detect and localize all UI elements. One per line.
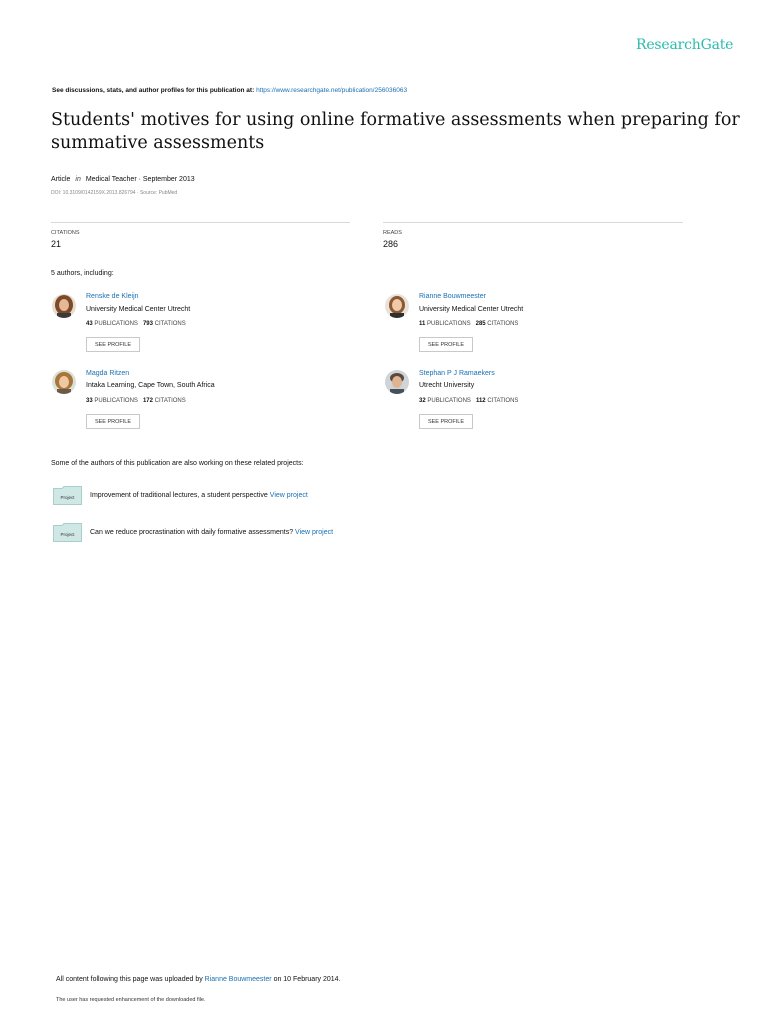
citations-label: CITATIONS [154,321,186,327]
see-profile-button[interactable]: SEE PROFILE [419,337,473,352]
citations-count: 172 [142,398,153,404]
view-project-link[interactable]: View project [295,529,334,536]
author-institution: University Medical Center Utrecht [86,306,191,313]
reads-label: READS [383,230,402,236]
author-stats [86,321,186,327]
reads-value: 286 [383,239,399,249]
project-folder-icon [53,486,82,505]
discussion-text: See discussions, stats, and author profiles for this publication at: [52,87,255,94]
avatar[interactable] [52,370,76,394]
project-row [90,529,333,536]
author-institution: Utrecht University [419,382,475,389]
author-name-link[interactable]: Stephan P J Ramaekers [419,370,495,377]
project-title: Can we reduce procrastination with daily formative assessments? [90,529,294,536]
project-icon-label: Project [60,532,75,537]
avatar[interactable] [385,370,409,394]
researchgate-logo[interactable]: ResearchGate [636,37,734,53]
publications-label: PUBLICATIONS [427,321,471,327]
view-project-link[interactable]: View project [269,492,308,499]
avatar[interactable] [52,294,76,318]
author-name-link[interactable]: Renske de Kleijn [86,293,139,300]
paper-title: Students' motives for using online formative assessments when preparing for summative assessments [51,110,740,153]
citations-label: CITATIONS [154,398,186,404]
author-stats [419,321,518,327]
author-stats [419,398,518,404]
authors-heading: 5 authors, including: [51,270,114,277]
publications-label: PUBLICATIONS [94,398,138,404]
citations-label: CITATIONS [487,398,519,404]
citations-label: CITATIONS [487,321,519,327]
author-stats [86,398,186,404]
publications-count: 43 [86,321,93,327]
publication-link[interactable]: https://www.researchgate.net/publication/256036063 [256,87,408,94]
citations-count: 112 [475,398,486,404]
author-institution: University Medical Center Utrecht [419,306,524,313]
author-institution: Intaka Learning, Cape Town, South Africa [86,382,215,389]
upload-suffix: on 10 February 2014. [273,976,341,983]
citations-count: 285 [475,321,486,327]
related-projects-heading: Some of the authors of this publication are also working on these related projects: [51,460,304,467]
doi-line: DOI: 10.3109/0142159X.2013.826794 · Source: PubMed [51,190,178,196]
discussion-line [52,87,407,94]
project-title: Improvement of traditional lectures, a student perspective [90,492,268,499]
see-profile-button[interactable]: SEE PROFILE [419,414,473,429]
citations-label: CITATIONS [51,230,80,236]
reads-divider [383,222,683,223]
author-name-link[interactable]: Rianne Bouwmeester [419,293,486,300]
upload-prefix: All content following this page was uploaded by [56,976,203,983]
see-profile-button[interactable]: SEE PROFILE [86,337,140,352]
uploader-link[interactable]: Rianne Bouwmeester [204,976,272,983]
project-folder-icon [53,523,82,542]
enhancement-note: The user has requested enhancement of the downloaded file. [56,997,206,1003]
article-type: Article [51,176,71,183]
author-name-link[interactable]: Magda Ritzen [86,370,130,377]
publications-count: 32 [419,398,426,404]
avatar[interactable] [385,294,409,318]
publications-label: PUBLICATIONS [427,398,471,404]
upload-note [56,976,341,983]
publications-count: 33 [86,398,93,404]
project-icon-label: Project [60,495,75,500]
publications-count: 11 [419,321,426,327]
in-word: in [75,176,81,183]
article-meta [51,176,195,183]
journal-info: Medical Teacher · September 2013 [85,176,195,183]
citations-divider [51,222,350,223]
citations-count: 793 [142,321,153,327]
project-row [90,492,308,499]
publications-label: PUBLICATIONS [94,321,138,327]
citations-value: 21 [51,239,62,249]
see-profile-button[interactable]: SEE PROFILE [86,414,140,429]
